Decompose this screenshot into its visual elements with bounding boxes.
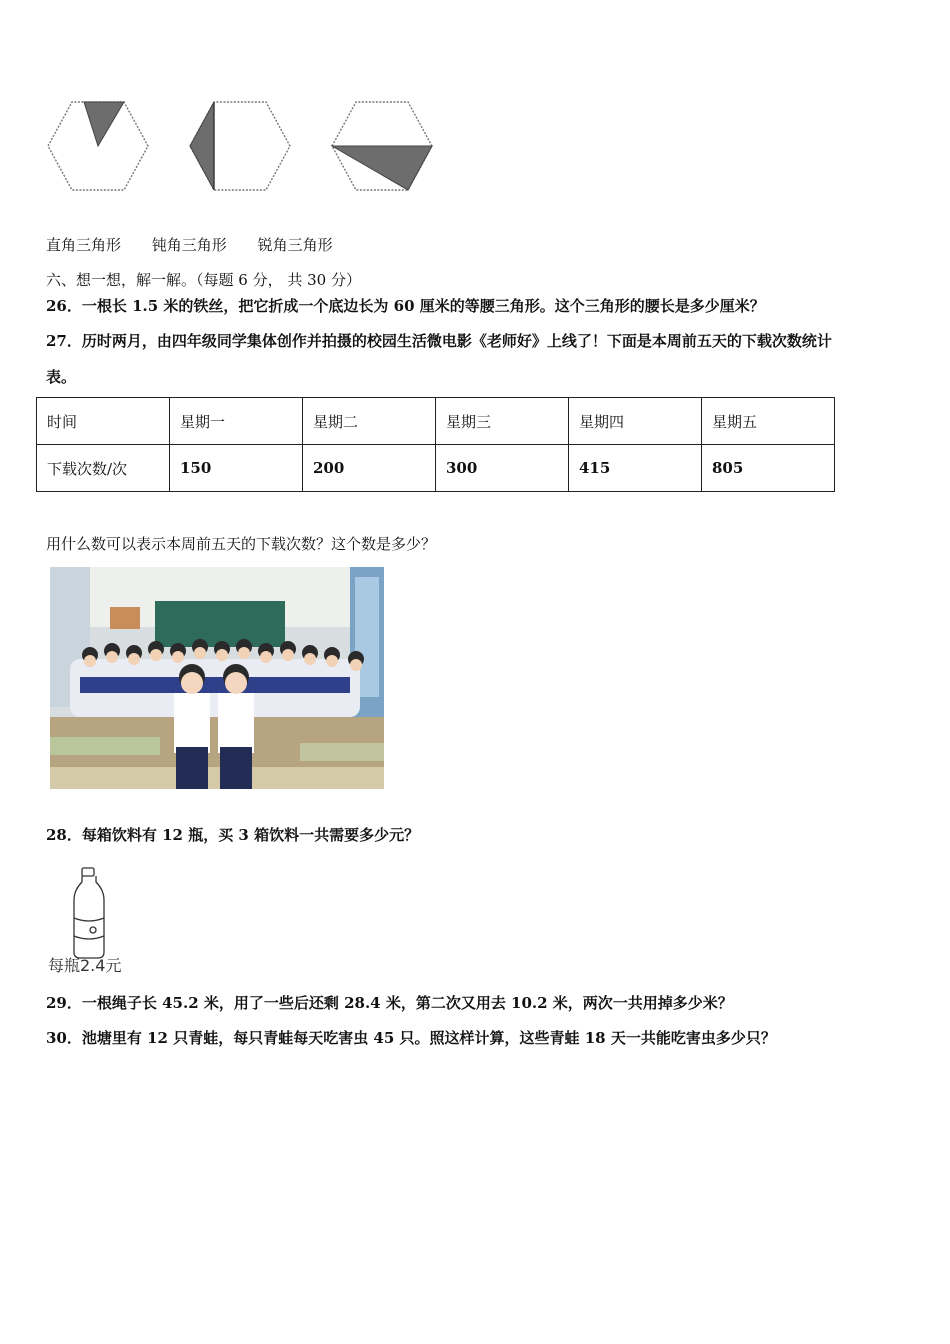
- bottle-price-label: 每瓶2.4元: [48, 956, 122, 975]
- figure-captions: [46, 235, 359, 255]
- hexagon-obtuse-triangle: [190, 102, 290, 190]
- table-cell: 下载次数/次: [37, 445, 170, 492]
- table-cell: 805: [702, 445, 835, 492]
- class-photo: [50, 567, 384, 789]
- table-cell: 星期三: [436, 398, 569, 445]
- question-28: 28．每箱饮料有 12 瓶，买 3 箱饮料一共需要多少元？: [46, 826, 420, 844]
- table-cell: 150: [170, 445, 303, 492]
- caption-right-triangle: 直角三角形: [46, 236, 122, 254]
- table-cell: 时间: [37, 398, 170, 445]
- table-cell: 星期二: [303, 398, 436, 445]
- table-row: [37, 445, 835, 492]
- table-cell: 300: [436, 445, 569, 492]
- question-26: 26．一根长 1.5 米的铁丝，把它折成一个底边长为 60 厘米的等腰三角形。这个三角形的腰长是多少厘米？: [46, 297, 765, 315]
- table-cell: 星期五: [702, 398, 835, 445]
- caption-acute-triangle: 锐角三角形: [257, 236, 333, 254]
- download-stats-table: [36, 397, 835, 492]
- question-30: 30．池塘里有 12 只青蛙，每只青蛙每天吃害虫 45 只。照这样计算，这些青蛙 18 天一共能吃害虫多少只？: [46, 1029, 776, 1047]
- question-27: 27．历时两月，由四年级同学集体创作并拍摄的校园生活微电影《老师好》上线了！下面是本周前五天的下载次数统计: [46, 332, 832, 350]
- question-29: 29．一根绳子长 45.2 米，用了一些后还剩 28.4 米，第二次又用去 10.2 米，两次一共用掉多少米？: [46, 994, 733, 1012]
- table-cell: 415: [569, 445, 702, 492]
- question-27-cont: 表。: [46, 368, 77, 386]
- hexagon-right-triangle: [48, 102, 148, 190]
- table-cell: 星期四: [569, 398, 702, 445]
- section-title: 六、想一想，解一解。（每题 6 分， 共 30 分）: [46, 271, 361, 289]
- hexagon-acute-triangle: [332, 102, 432, 190]
- question-27-followup: 用什么数可以表示本周前五天的下载次数？这个数是多少？: [46, 535, 437, 553]
- table-cell: 200: [303, 445, 436, 492]
- hexagon-figures: [44, 98, 444, 194]
- table-header-row: [37, 398, 835, 445]
- caption-obtuse-triangle: 钝角三角形: [151, 236, 227, 254]
- table-cell: 星期一: [170, 398, 303, 445]
